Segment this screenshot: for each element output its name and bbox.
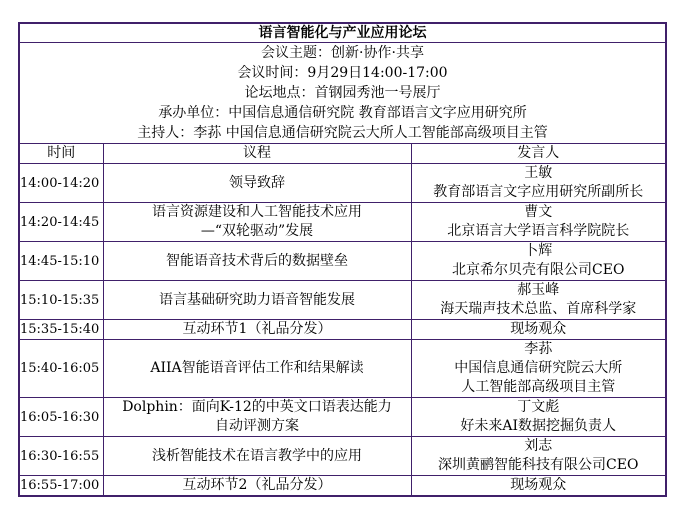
agenda-topic-line: 语言基础研究助力语音智能发展 xyxy=(159,291,355,308)
agenda-topic-line: 浅析智能技术在语言教学中的应用 xyxy=(152,447,362,464)
speaker-name: 现场观众 xyxy=(510,477,567,493)
header-topic: 议程 xyxy=(103,144,411,164)
agenda-topic xyxy=(103,281,411,320)
agenda-time: 16:55-17:00 xyxy=(20,476,103,496)
agenda-topic xyxy=(103,164,411,203)
speaker-name: 丁文彪 xyxy=(517,399,560,415)
speaker-title: 中国信息通信研究院云大所 xyxy=(454,360,623,376)
header-time: 时间 xyxy=(20,144,103,164)
agenda-speaker xyxy=(411,437,665,476)
agenda-speaker xyxy=(411,164,665,203)
agenda-speaker xyxy=(411,203,665,242)
meeting-theme: 会议主题：创新·协作·共享 xyxy=(261,45,424,61)
agenda-time: 15:10-15:35 xyxy=(20,281,103,320)
agenda-body xyxy=(20,164,665,496)
agenda-row xyxy=(20,281,665,320)
agenda-time: 14:00-14:20 xyxy=(20,164,103,203)
agenda-topic-line: 互动环节2（礼品分发） xyxy=(182,477,332,493)
agenda-topic xyxy=(103,398,411,437)
speaker-name: 李荪 xyxy=(524,341,553,357)
meeting-organizers: 承办单位：中国信息通信研究院 教育部语言文字应用研究所 xyxy=(158,105,527,121)
agenda-speaker xyxy=(411,281,665,320)
agenda-speaker xyxy=(411,340,665,398)
agenda-topic-line: 自动评测方案 xyxy=(215,418,299,434)
agenda-row xyxy=(20,398,665,437)
agenda-time: 16:05-16:30 xyxy=(20,398,103,437)
agenda-topic-line: 互动环节1（礼品分发） xyxy=(182,321,332,337)
agenda-header-row xyxy=(20,144,665,164)
agenda-row xyxy=(20,476,665,496)
agenda-topic-line: AIIA智能语音评估工作和结果解读 xyxy=(150,360,364,376)
speaker-name: 郝玉峰 xyxy=(517,282,560,298)
agenda-time: 14:45-15:10 xyxy=(20,242,103,281)
agenda-topic xyxy=(103,340,411,398)
agenda-topic xyxy=(103,476,411,496)
agenda-row xyxy=(20,437,665,476)
speaker-name: 王敏 xyxy=(524,165,553,181)
agenda-table xyxy=(20,144,665,495)
meeting-venue: 论坛地点：首钢园秀池一号展厅 xyxy=(244,85,441,101)
speaker-name: 刘志 xyxy=(524,438,553,454)
agenda-topic xyxy=(103,203,411,242)
agenda-speaker xyxy=(411,476,665,496)
meeting-host: 主持人：李荪 中国信息通信研究院云大所人工智能部高级项目主管 xyxy=(137,125,548,141)
forum-info xyxy=(20,43,665,144)
agenda-row xyxy=(20,340,665,398)
agenda-topic xyxy=(103,320,411,340)
agenda-time: 15:35-15:40 xyxy=(20,320,103,340)
speaker-title: 北京希尔贝壳有限公司CEO xyxy=(452,262,625,278)
speaker-name: 曹文 xyxy=(524,204,553,220)
agenda-topic-line: 智能语音技术背后的数据壁垒 xyxy=(166,252,348,269)
agenda-speaker xyxy=(411,242,665,281)
agenda-topic xyxy=(103,437,411,476)
agenda-time: 14:20-14:45 xyxy=(20,203,103,242)
agenda-row xyxy=(20,242,665,281)
agenda-topic-line: 语言资源建设和人工智能技术应用 xyxy=(152,204,362,220)
agenda-topic-line: Dolphin：面向K-12的中英文口语表达能力 xyxy=(122,399,392,415)
meeting-time: 会议时间：9月29日14:00-17:00 xyxy=(237,65,448,81)
agenda-topic-line: —“双轮驱动”发展 xyxy=(200,223,314,239)
speaker-title: 深圳黄鹂智能科技有限公司CEO xyxy=(438,457,639,473)
speaker-title: 北京语言大学语言科学院院长 xyxy=(447,223,630,239)
agenda-speaker xyxy=(411,398,665,437)
speaker-title: 人工智能部高级项目主管 xyxy=(461,379,616,395)
forum-title: 语言智能化与产业应用论坛 xyxy=(20,24,665,43)
agenda-row xyxy=(20,320,665,340)
agenda-row xyxy=(20,164,665,203)
speaker-title: 好未来AI数据挖掘负责人 xyxy=(460,418,617,434)
header-speaker: 发言人 xyxy=(411,144,665,164)
speaker-title: 海天瑞声技术总监、首席科学家 xyxy=(440,301,637,317)
agenda-time: 16:30-16:55 xyxy=(20,437,103,476)
speaker-title: 教育部语言文字应用研究所副所长 xyxy=(433,184,644,200)
agenda-topic xyxy=(103,242,411,281)
agenda-row xyxy=(20,203,665,242)
agenda-sheet xyxy=(18,22,667,497)
speaker-name: 现场观众 xyxy=(510,321,567,337)
speaker-name: 卜辉 xyxy=(524,243,553,259)
agenda-speaker xyxy=(411,320,665,340)
agenda-time: 15:40-16:05 xyxy=(20,340,103,398)
agenda-topic-line: 领导致辞 xyxy=(229,174,285,191)
